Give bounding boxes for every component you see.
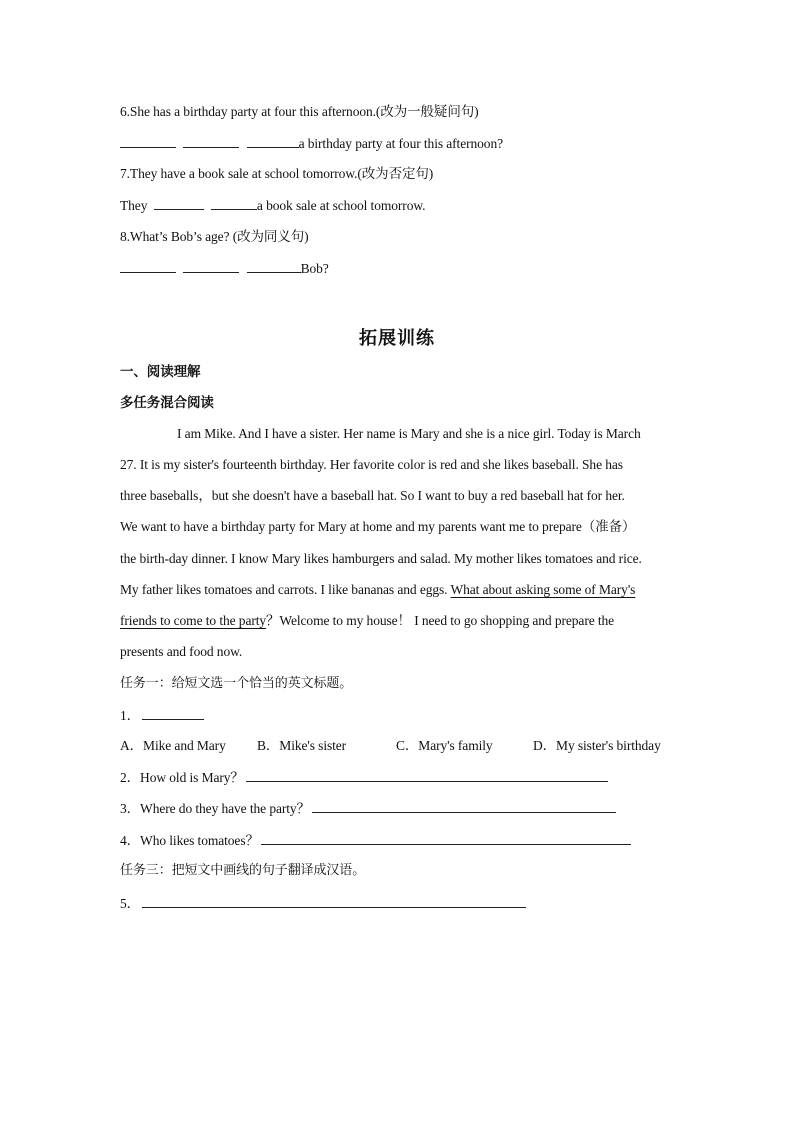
- task-1-heading: 任务一：给短文选一个恰当的英文标题。: [120, 676, 353, 691]
- answer-7-prefix: They: [120, 198, 148, 213]
- answer-6-tail: a birthday party at four this afternoon?: [298, 136, 503, 151]
- answer-7-tail: a book sale at school tomorrow.: [256, 198, 426, 213]
- question-2-text: 2．How old is Mary？: [120, 770, 244, 785]
- answer-6-line: [120, 133, 676, 153]
- answer-blank[interactable]: [142, 705, 204, 720]
- passage-line: [120, 642, 676, 662]
- section-title: 拓展训练: [359, 328, 435, 348]
- answer-line[interactable]: [142, 893, 526, 908]
- question-6: [120, 102, 676, 122]
- answer-blank[interactable]: [154, 195, 204, 210]
- passage-line: [120, 580, 676, 600]
- task-3-heading: 任务三：把短文中画线的句子翻译成汉语。: [120, 863, 366, 878]
- question-8-text: 8.What’s Bob’s age? (改为同义句): [120, 229, 309, 244]
- passage-line: the birth-day dinner. I know Mary likes hamburgers and salad. My mother likes tomatoes and rice.: [120, 551, 642, 566]
- answer-blank[interactable]: [211, 195, 257, 210]
- underlined-sentence-part-b: friends to come to the party: [120, 613, 267, 628]
- options-row: [120, 736, 676, 756]
- question-6-text: 6.She has a birthday party at four this afternoon.(改为一般疑问句): [120, 104, 479, 119]
- option-b[interactable]: B．Mike's sister: [257, 738, 347, 753]
- option-d[interactable]: D．My sister's birthday: [533, 738, 661, 753]
- answer-line[interactable]: [312, 798, 616, 813]
- question-7-text: 7.They have a book sale at school tomorrow.(改为否定句): [120, 166, 434, 181]
- answer-blank[interactable]: [120, 133, 176, 148]
- question-3: [120, 798, 676, 818]
- question-8: [120, 227, 676, 247]
- passage-text: My father likes tomatoes and carrots. I like bananas and eggs.: [120, 582, 448, 597]
- option-a[interactable]: A．Mike and Mary: [120, 738, 226, 753]
- question-4-text: 4．Who likes tomatoes？: [120, 833, 259, 848]
- question-3-text: 3．Where do they have the party？: [120, 801, 310, 816]
- answer-blank[interactable]: [183, 133, 239, 148]
- part-heading: 一、阅读理解: [120, 364, 201, 379]
- answer-7-line: [120, 195, 676, 215]
- answer-line[interactable]: [246, 767, 608, 782]
- passage-line: I am Mike. And I have a sister. Her name is Mary and she is a nice girl. Today is March: [177, 426, 641, 441]
- question-7: [120, 164, 676, 184]
- answer-blank[interactable]: [183, 258, 239, 273]
- answer-blank[interactable]: [247, 258, 301, 273]
- question-4: [120, 830, 676, 850]
- passage-text: presents and food now.: [120, 644, 243, 659]
- answer-8-tail: Bob?: [300, 261, 329, 276]
- answer-blank[interactable]: [120, 258, 176, 273]
- question-1: [120, 705, 676, 725]
- answer-line[interactable]: [261, 830, 631, 845]
- passage-line: 27. It is my sister's fourteenth birthday. Her favorite color is red and she likes baseball. She has: [120, 457, 623, 472]
- answer-8-line: [120, 258, 676, 278]
- question-5-label: 5．: [120, 896, 141, 911]
- answer-blank[interactable]: [247, 133, 299, 148]
- question-5: [120, 893, 676, 913]
- question-1-label: 1．: [120, 708, 141, 723]
- passage-text: ？Welcome to my house！ I need to go shopping and prepare the: [266, 613, 615, 628]
- question-2: [120, 767, 676, 787]
- underlined-sentence-part-a: What about asking some of Mary's: [450, 582, 636, 597]
- sub-heading: 多任务混合阅读: [120, 395, 214, 410]
- option-c[interactable]: C．Mary's family: [396, 738, 493, 753]
- passage-line: three baseballs，but she doesn't have a baseball hat. So I want to buy a red baseball hat for her.: [120, 488, 625, 503]
- passage-line: [120, 611, 676, 631]
- passage-line: We want to have a birthday party for Mary at home and my parents want me to prepare（准备）: [120, 519, 636, 534]
